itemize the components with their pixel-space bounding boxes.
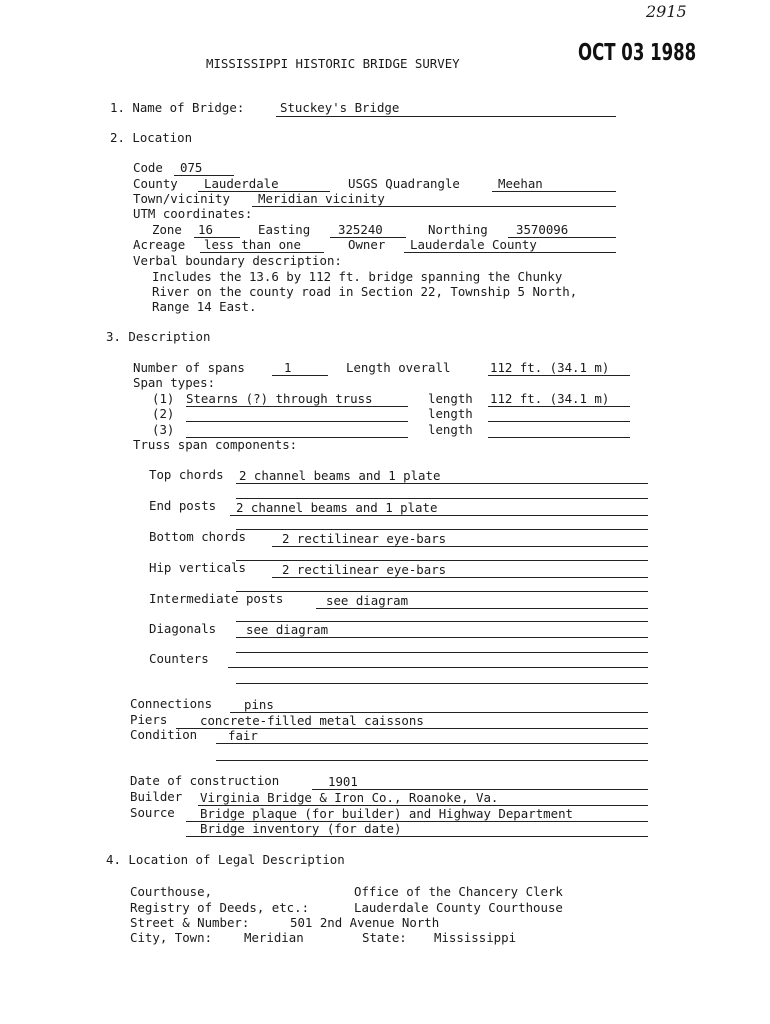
registry-value: Lauderdale County Courthouse: [354, 900, 563, 915]
span-type-1-length-line: [488, 406, 630, 407]
span-type-3-length-line: [488, 437, 630, 438]
bridge-name-value: Stuckey's Bridge: [280, 100, 400, 115]
courthouse-label: Courthouse,: [130, 884, 213, 899]
condition-label: Condition: [130, 727, 198, 742]
piers-value: concrete-filled metal caissons: [200, 713, 424, 728]
span-type-1-length: 112 ft. (34.1 m): [490, 391, 610, 406]
easting-value: 325240: [338, 222, 383, 237]
code-value: 075: [180, 160, 203, 175]
component-counters-label: Counters: [149, 651, 209, 666]
date-label: Date of construction: [130, 773, 280, 788]
state-label: State:: [362, 930, 407, 945]
builder-value: Virginia Bridge & Iron Co., Roanoke, Va.: [200, 790, 499, 805]
section-3-label: 3. Description: [106, 329, 211, 344]
span-type-1-line: [186, 406, 408, 407]
span-type-3-length-label: length: [428, 422, 473, 437]
spans-label: Number of spans: [133, 360, 245, 375]
span-type-1-value: Stearns (?) through truss: [186, 391, 373, 406]
builder-label: Builder: [130, 789, 183, 804]
component-end-posts-value: 2 channel beams and 1 plate: [236, 500, 438, 515]
source-label: Source: [130, 805, 175, 820]
spans-value: 1: [284, 360, 292, 375]
received-date-stamp: OCT 03 1988: [578, 40, 697, 66]
component-top-chords-value: 2 channel beams and 1 plate: [239, 468, 441, 483]
span-type-2-line: [186, 421, 408, 422]
component-line: [236, 560, 648, 561]
component-line: [236, 637, 648, 638]
verbal-line-2: River on the county road in Section 22, Township 5 North,: [152, 284, 578, 299]
component-end-posts-label: End posts: [149, 498, 217, 513]
span-type-3-num: (3): [152, 422, 175, 437]
component-intermediate-posts-label: Intermediate posts: [149, 591, 284, 606]
easting-label: Easting: [258, 222, 311, 237]
span-types-label: Span types:: [133, 375, 216, 390]
section-4-label: 4. Location of Legal Description: [106, 852, 345, 867]
length-overall-value: 112 ft. (34.1 m): [490, 360, 610, 375]
northing-value: 3570096: [516, 222, 569, 237]
piers-label: Piers: [130, 712, 168, 727]
condition-line: [216, 760, 648, 761]
date-value: 1901: [328, 774, 358, 789]
truss-label: Truss span components:: [133, 437, 298, 452]
span-type-1-num: (1): [152, 391, 175, 406]
usgs-value: Meehan: [498, 176, 543, 191]
registry-label: Registry of Deeds, etc.:: [130, 900, 310, 915]
section-1-label: 1. Name of Bridge:: [110, 100, 245, 115]
component-diagonals-value: see diagram: [246, 622, 329, 637]
city-label: City, Town:: [130, 930, 213, 945]
street-value: 501 2nd Avenue North: [290, 915, 440, 930]
owner-line: [404, 252, 616, 253]
condition-line: [216, 743, 648, 744]
source-line: [186, 836, 648, 837]
span-type-2-num: (2): [152, 406, 175, 421]
street-label: Street & Number:: [130, 915, 250, 930]
component-diagonals-label: Diagonals: [149, 621, 217, 636]
verbal-line-1: Includes the 13.6 by 112 ft. bridge spanning the Chunky: [152, 269, 563, 284]
component-line: [272, 546, 648, 547]
length-overall-line: [488, 375, 630, 376]
component-top-chords-label: Top chords: [149, 467, 224, 482]
acreage-label: Acreage: [133, 237, 186, 252]
component-line: [236, 591, 648, 592]
component-line: [236, 498, 648, 499]
town-value: Meridian vicinity: [258, 191, 385, 206]
courthouse-value: Office of the Chancery Clerk: [354, 884, 563, 899]
county-label: County: [133, 176, 178, 191]
handwritten-number: 2915: [646, 2, 687, 21]
length-overall-label: Length overall: [346, 360, 451, 375]
component-line: [236, 683, 648, 684]
usgs-line: [492, 191, 616, 192]
town-label: Town/vicinity: [133, 191, 230, 206]
component-line: [316, 608, 648, 609]
span-type-2-length-line: [488, 421, 630, 422]
town-line: [252, 206, 616, 207]
component-bottom-chords-value: 2 rectilinear eye-bars: [282, 531, 447, 546]
component-line: [230, 515, 648, 516]
zone-label: Zone: [152, 222, 182, 237]
verbal-label: Verbal boundary description:: [133, 253, 342, 268]
condition-value: fair: [228, 728, 258, 743]
bridge-name-line: [276, 116, 616, 117]
state-value: Mississippi: [434, 930, 517, 945]
component-line: [236, 652, 648, 653]
component-hip-verticals-value: 2 rectilinear eye-bars: [282, 562, 447, 577]
county-value: Lauderdale: [204, 176, 279, 191]
northing-label: Northing: [428, 222, 488, 237]
verbal-line-3: Range 14 East.: [152, 299, 257, 314]
code-label: Code: [133, 160, 163, 175]
component-hip-verticals-label: Hip verticals: [149, 560, 246, 575]
acreage-value: less than one: [204, 237, 301, 252]
component-intermediate-posts-value: see diagram: [326, 593, 409, 608]
owner-value: Lauderdale County: [410, 237, 537, 252]
owner-label: Owner: [348, 237, 386, 252]
survey-title: MISSISSIPPI HISTORIC BRIDGE SURVEY: [206, 56, 460, 71]
component-line: [228, 667, 648, 668]
zone-value: 16: [198, 222, 213, 237]
component-line: [236, 529, 648, 530]
span-type-1-length-label: length: [428, 391, 473, 406]
spans-line: [272, 375, 328, 376]
connections-label: Connections: [130, 696, 213, 711]
source-value-2: Bridge inventory (for date): [200, 821, 402, 836]
utm-label: UTM coordinates:: [133, 206, 253, 221]
connections-value: pins: [244, 697, 274, 712]
component-line: [272, 577, 648, 578]
source-value-1: Bridge plaque (for builder) and Highway Department: [200, 806, 573, 821]
component-line: [236, 483, 648, 484]
component-bottom-chords-label: Bottom chords: [149, 529, 246, 544]
usgs-label: USGS Quadrangle: [348, 176, 460, 191]
city-value: Meridian: [244, 930, 304, 945]
span-type-2-length-label: length: [428, 406, 473, 421]
section-2-label: 2. Location: [110, 130, 193, 145]
